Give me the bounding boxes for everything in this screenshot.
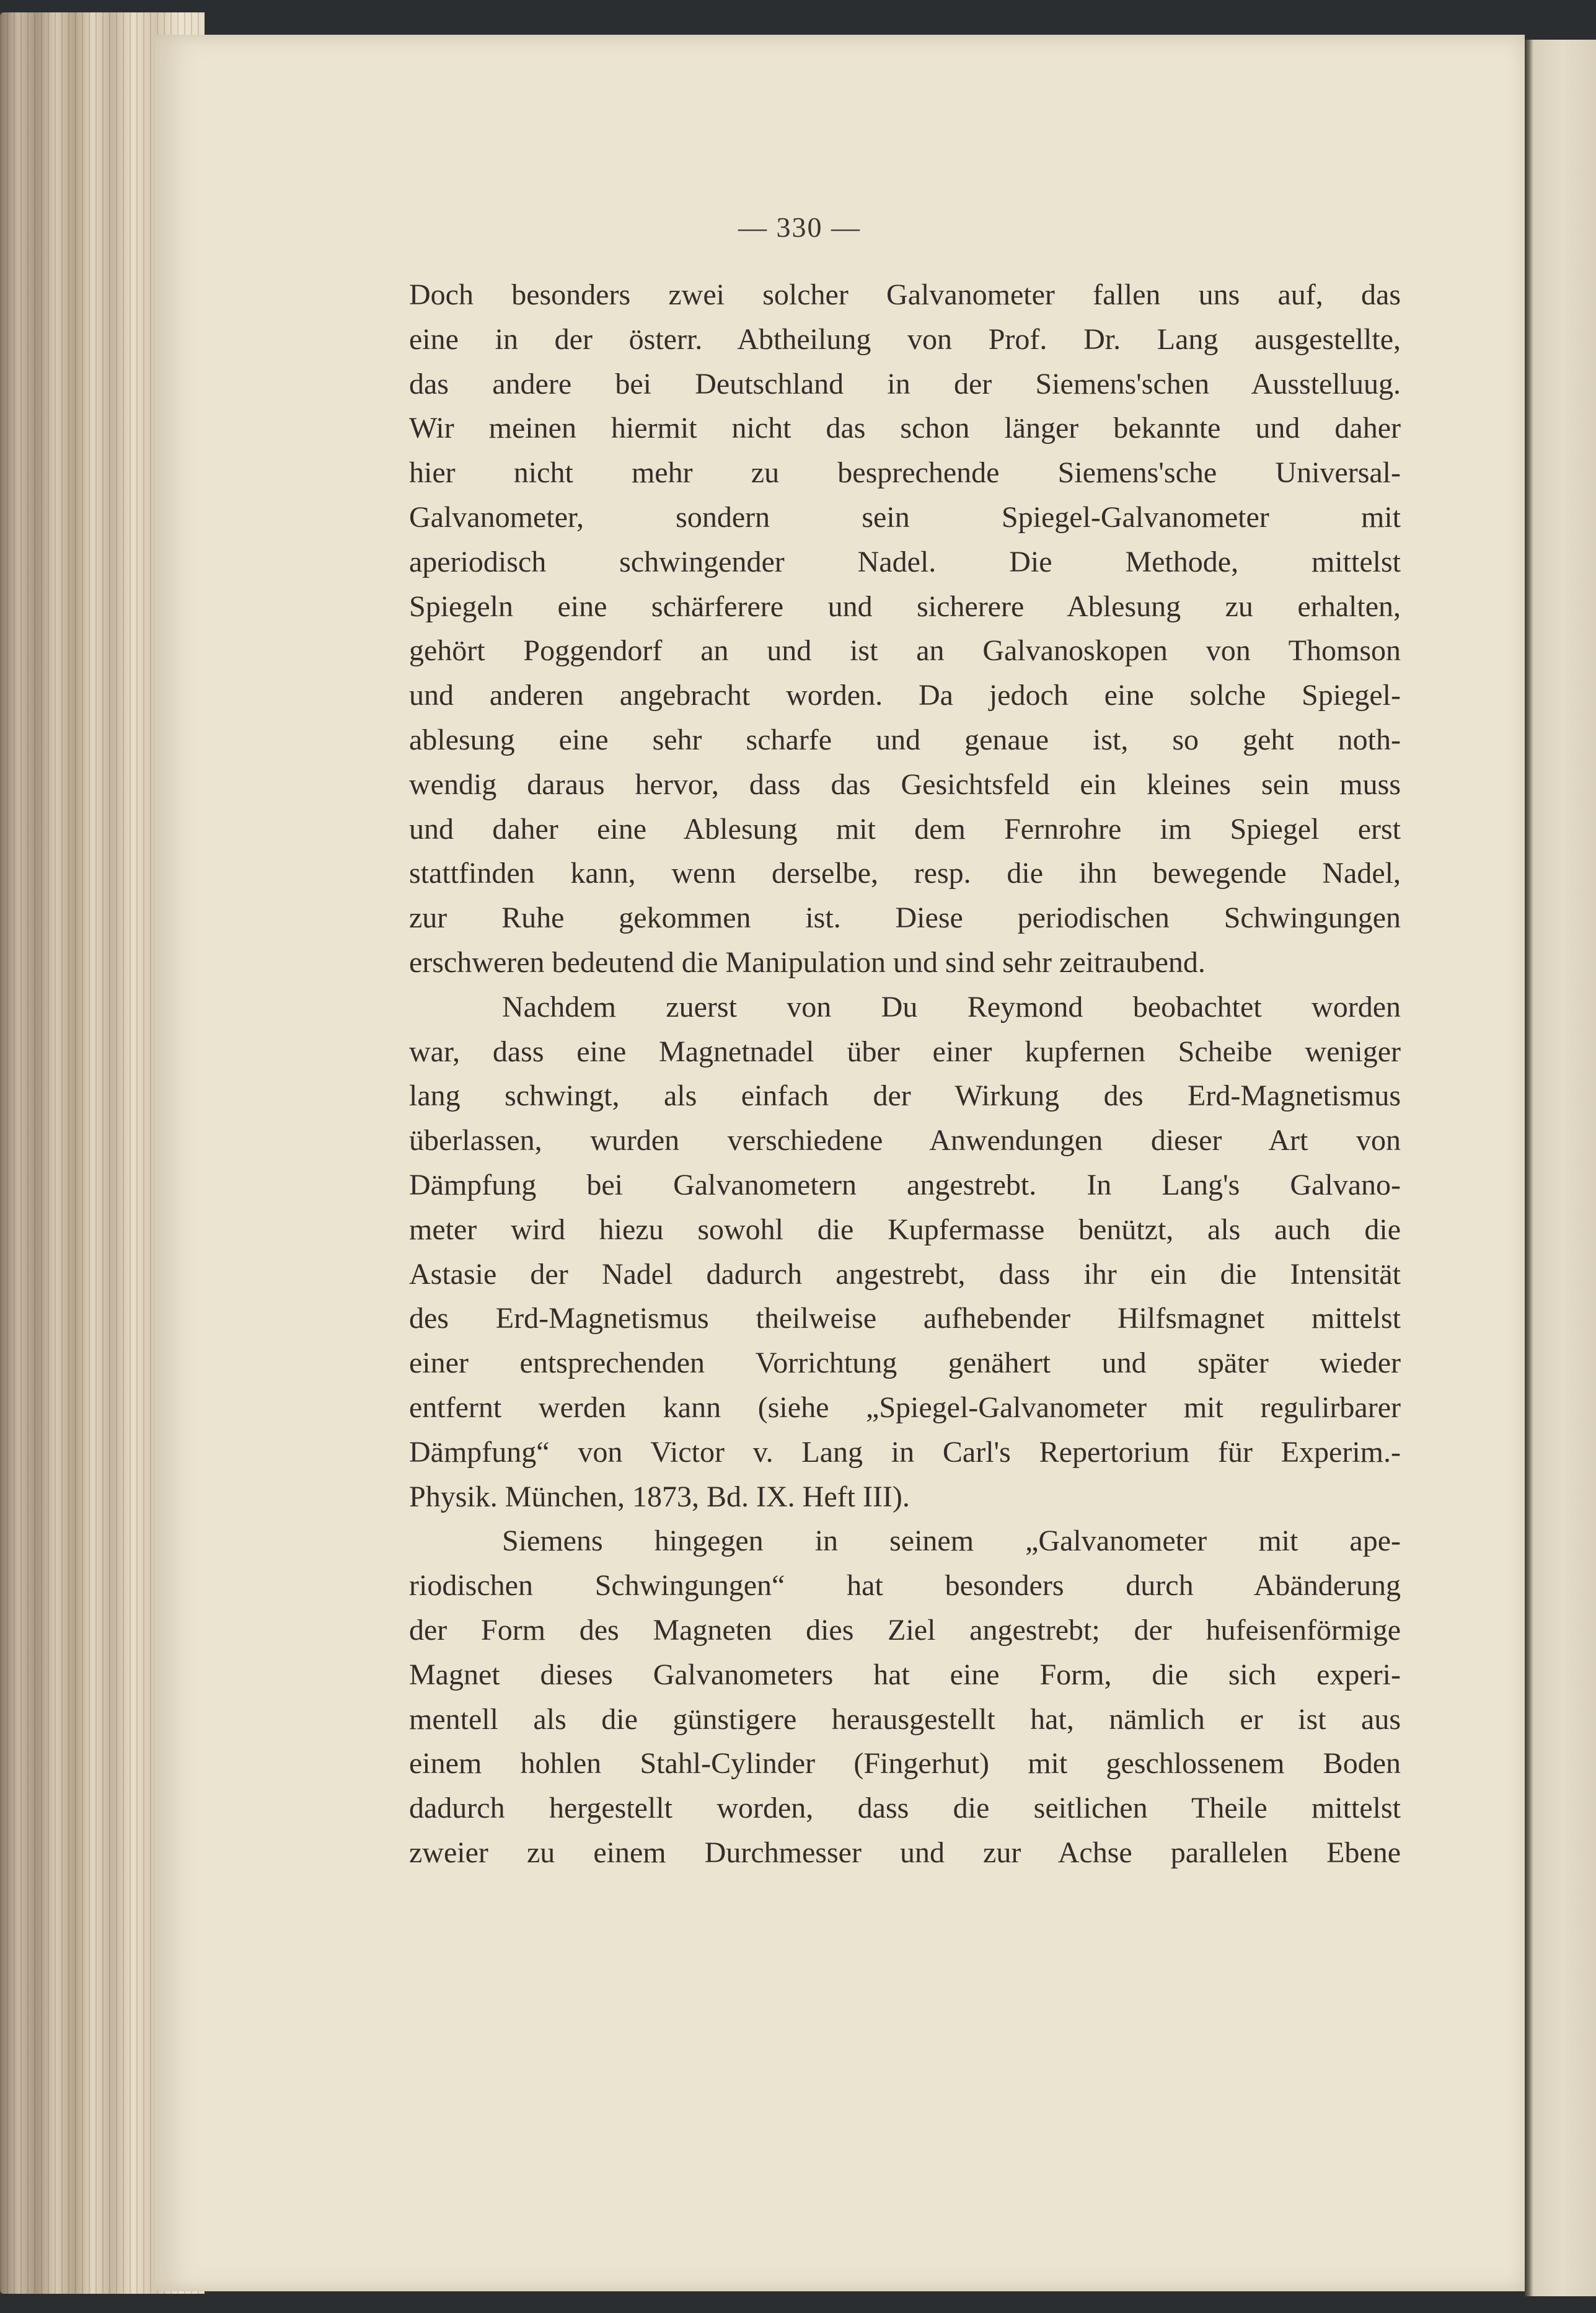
text-line: hier nicht mehr zu besprechende Siemens'sche Universal- [409,456,1401,490]
page-number: — 330 — [738,211,861,243]
text-line: und daher eine Ablesung mit dem Fernrohre im Spiegel erst [409,812,1401,846]
text-line: Magnet dieses Galvanometers hat eine Form, die sich experi- [409,1658,1401,1691]
text-line: des Erd-Magnetismus theilweise aufhebender Hilfsmagnet mittelst [409,1302,1401,1335]
text-line: entfernt werden kann (siehe „Spiegel-Galvanometer mit regulirbarer [409,1391,1401,1424]
text-line: Siemens hingegen in seinem „Galvanometer mit ape- [502,1524,1401,1558]
text-line: Physik. München, 1873, Bd. IX. Heft III). [409,1480,910,1513]
text-line: riodischen Schwingungen“ hat besonders durch Abänderung [409,1569,1401,1603]
text-line: Nachdem zuerst von Du Reymond beobachtet worden [502,990,1401,1024]
text-line: erschweren bedeutend die Manipulation und sind sehr zeitraubend. [409,945,1206,979]
text-line: Galvanometer, sondern sein Spiegel-Galvanometer mit [409,500,1401,534]
text-line: ablesung eine sehr scharfe und genaue ist, so geht noth- [409,723,1401,756]
text-line: meter wird hiezu sowohl die Kupfermasse benützt, als auch die [409,1213,1401,1246]
text-line: dadurch hergestellt worden, dass die seitlichen Theile mittelst [409,1792,1401,1825]
text-line: überlassen, wurden verschiedene Anwendungen dieser Art von [409,1124,1401,1157]
text-line: lang schwingt, als einfach der Wirkung des Erd-Magnetismus [409,1079,1401,1113]
text-line: wendig daraus hervor, dass das Gesichtsfeld ein kleines sein muss [409,767,1401,801]
text-line: Dämpfung“ von Victor v. Lang in Carl's Repertorium für Experim.- [409,1435,1401,1469]
text-line: war, dass eine Magnetnadel über einer kupfernen Scheibe weniger [409,1035,1401,1068]
text-line: Doch besonders zwei solcher Galvanometer fallen uns auf, das [409,278,1401,311]
text-line: und anderen angebracht worden. Da jedoch eine solche Spiegel- [409,679,1401,712]
text-line: mentell als die günstigere herausgestellt hat, nämlich er ist aus [409,1702,1401,1736]
text-line: der Form des Magneten dies Ziel angestrebt; der hufeisenförmige [409,1613,1401,1647]
text-line: Wir meinen hiermit nicht das schon länger bekannte und daher [409,412,1401,445]
text-line: zur Ruhe gekommen ist. Diese periodischen Schwingungen [409,901,1401,935]
text-line: das andere bei Deutschland in der Siemens'schen Ausstelluug. [409,367,1401,400]
text-line: aperiodisch schwingender Nadel. Die Methode, mittelst [409,545,1401,578]
text-line: einem hohlen Stahl-Cylinder (Fingerhut) mit geschlossenem Boden [409,1747,1401,1780]
text-line: zweier zu einem Durchmesser und zur Achse parallelen Ebene [409,1836,1401,1869]
text-line: eine in der österr. Abtheilung von Prof. Dr. Lang ausgestellte, [409,322,1401,356]
text-line: Spiegeln eine schärferere und sicherere Ablesung zu erhalten, [409,590,1401,623]
text-line: Dämpfung bei Galvanometern angestrebt. In Lang's Galvano- [409,1168,1401,1201]
facing-page-edge [1525,40,1596,2296]
text-line: Astasie der Nadel dadurch angestrebt, dass ihr ein die Intensität [409,1257,1401,1291]
body-text [409,273,1401,1875]
text-line: gehört Poggendorf an und ist an Galvanoskopen von Thomson [409,634,1401,668]
text-line: einer entsprechenden Vorrichtung genähert und später wieder [409,1347,1401,1380]
text-line: stattfinden kann, wenn derselbe, resp. die ihn bewegende Nadel, [409,857,1401,890]
